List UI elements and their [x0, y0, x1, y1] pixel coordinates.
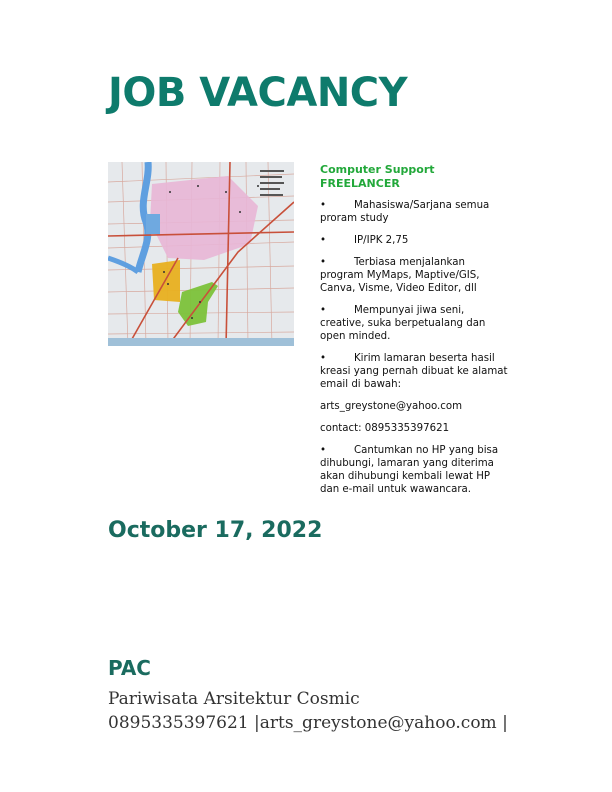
- requirement-item: [320, 199, 510, 225]
- bullet-icon: •: [320, 235, 327, 246]
- requirement-item: [320, 256, 510, 295]
- bullet-icon: •: [320, 305, 327, 316]
- job-role-title: Computer Support: [320, 163, 435, 176]
- map-illustration: [108, 162, 294, 346]
- requirement-item: [320, 234, 510, 247]
- job-note: Cantumkan no HP yang bisa dihubungi, lamaran yang diterima akan dihubungi kembali lewat HP dan e-mail untuk wawancara.: [320, 445, 499, 495]
- requirement-text: IP/IPK 2,75: [354, 235, 409, 246]
- requirement-text: Mempunyai jiwa seni, creative, suka berpetualang dan open minded.: [320, 305, 486, 342]
- job-role: [320, 163, 510, 191]
- requirement-item: [320, 352, 510, 391]
- map-photo: [108, 162, 294, 346]
- job-details: [320, 163, 510, 505]
- bullet-icon: •: [320, 353, 327, 364]
- bullet-icon: •: [320, 257, 327, 268]
- requirement-item: [320, 304, 510, 343]
- requirement-text: Mahasiswa/Sarjana semua proram study: [320, 200, 490, 224]
- page-title: JOB VACANCY: [108, 70, 408, 116]
- bullet-icon: •: [320, 200, 327, 211]
- job-role-type: FREELANCER: [320, 177, 400, 190]
- requirement-text: Terbiasa menjalankan program MyMaps, Maptive/GIS, Canva, Visme, Video Editor, dll: [320, 257, 480, 294]
- requirement-text: Kirim lamaran beserta hasil kreasi yang pernah dibuat ke alamat email di bawah:: [320, 353, 508, 390]
- posting-date: October 17, 2022: [108, 518, 323, 543]
- org-contact: 0895335397621 |arts_greystone@yahoo.com |: [108, 713, 508, 733]
- job-email: arts_greystone@yahoo.com: [320, 401, 463, 412]
- job-contact: contact: 0895335397621: [320, 423, 450, 434]
- org-abbreviation: PAC: [108, 656, 151, 680]
- requirement-item: [320, 444, 510, 496]
- bullet-icon: •: [320, 445, 327, 456]
- org-name: Pariwisata Arsitektur Cosmic: [108, 689, 360, 709]
